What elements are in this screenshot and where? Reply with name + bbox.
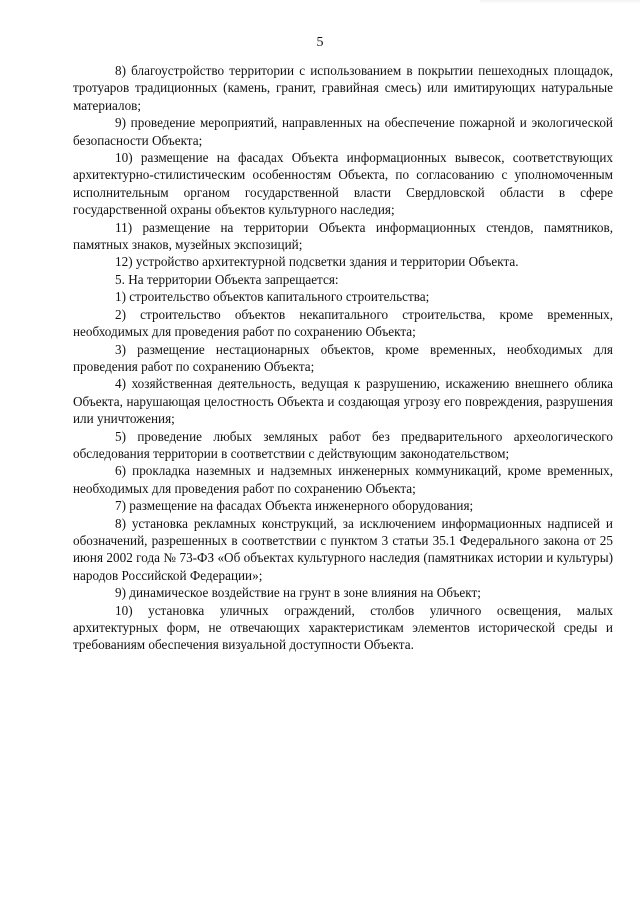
paragraph-item-11-stands: 11) размещение на территории Объекта информационных стендов, памятников, памятных знаков, музейных экспозиций;: [73, 219, 613, 253]
section-5-heading: 5. На территории Объекта запрещается:: [115, 271, 339, 287]
paragraph-item-12-lighting: 12) устройство архитектурной подсветки здания и территории Объекта.: [115, 254, 519, 270]
scan-shadow: [480, 0, 640, 4]
prohibition-item-8: 8) установка рекламных конструкций, за исключением информационных надписей и обозначений, разрешенных в соответствии с пунктом 3 статьи 35.1 Федерального закона от 25 июня 2002 года № 73-ФЗ «Об объектах культурного наследия (памятниках истории и культуры) народов Российской Федерации»;: [73, 515, 613, 583]
prohibition-item-10: 10) установка уличных ограждений, столбов уличного освещения, малых архитектурных форм, не отвечающих характеристикам элементов исторической среды и требованиям обеспечения визуальной доступности Объекта.: [73, 602, 613, 653]
page-number: 5: [316, 35, 324, 50]
prohibition-item-4: 4) хозяйственная деятельность, ведущая к разрушению, искажению внешнего облика Объекта, нарушающая целостность Объекта и создающая угрозу его повреждения, разрушения или уничтожения;: [73, 376, 613, 427]
prohibition-item-1: 1) строительство объектов капитального строительства;: [115, 289, 430, 305]
prohibition-item-5: 5) проведение любых земляных работ без предварительного археологического обследования территории в соответствии с действующим законодательством;: [73, 428, 613, 461]
document-body: [73, 62, 613, 654]
prohibition-item-2: 2) строительство объектов некапитального строительства, кроме временных, необходимых для проведения работ по сохранению Объекта;: [73, 306, 613, 340]
prohibition-item-7: 7) размещение на фасадах Объекта инженерного оборудования;: [115, 498, 474, 514]
prohibition-item-6: 6) прокладка наземных и надземных инженерных коммуникаций, кроме временных, необходимых для проведения работ по сохранению Объекта;: [73, 463, 613, 496]
prohibition-item-3: 3) размещение нестационарных объектов, кроме временных, необходимых для проведения работ по сохранению Объекта;: [73, 341, 613, 374]
paragraph-item-8-landscaping: 8) благоустройство территории с использованием в покрытии пешеходных площадок, тротуаров традиционных (камень, гранит, гравийная смесь) или имитирующих натуральные материалов;: [73, 63, 613, 113]
paragraph-item-10-signage: 10) размещение на фасадах Объекта информационных вывесок, соответствующих архитектурно-стилистическим особенностям Объекта, по согласованию с уполномоченным исполнительным органом государственной власти Свердловской области в сфере государственной охраны объектов культурного наследия;: [73, 150, 613, 218]
prohibition-item-9: 9) динамическое воздействие на грунт в зоне влияния на Объект;: [115, 585, 481, 601]
paragraph-item-9-fire-safety: 9) проведение мероприятий, направленных на обеспечение пожарной и экологической безопасности Объекта;: [73, 115, 613, 148]
